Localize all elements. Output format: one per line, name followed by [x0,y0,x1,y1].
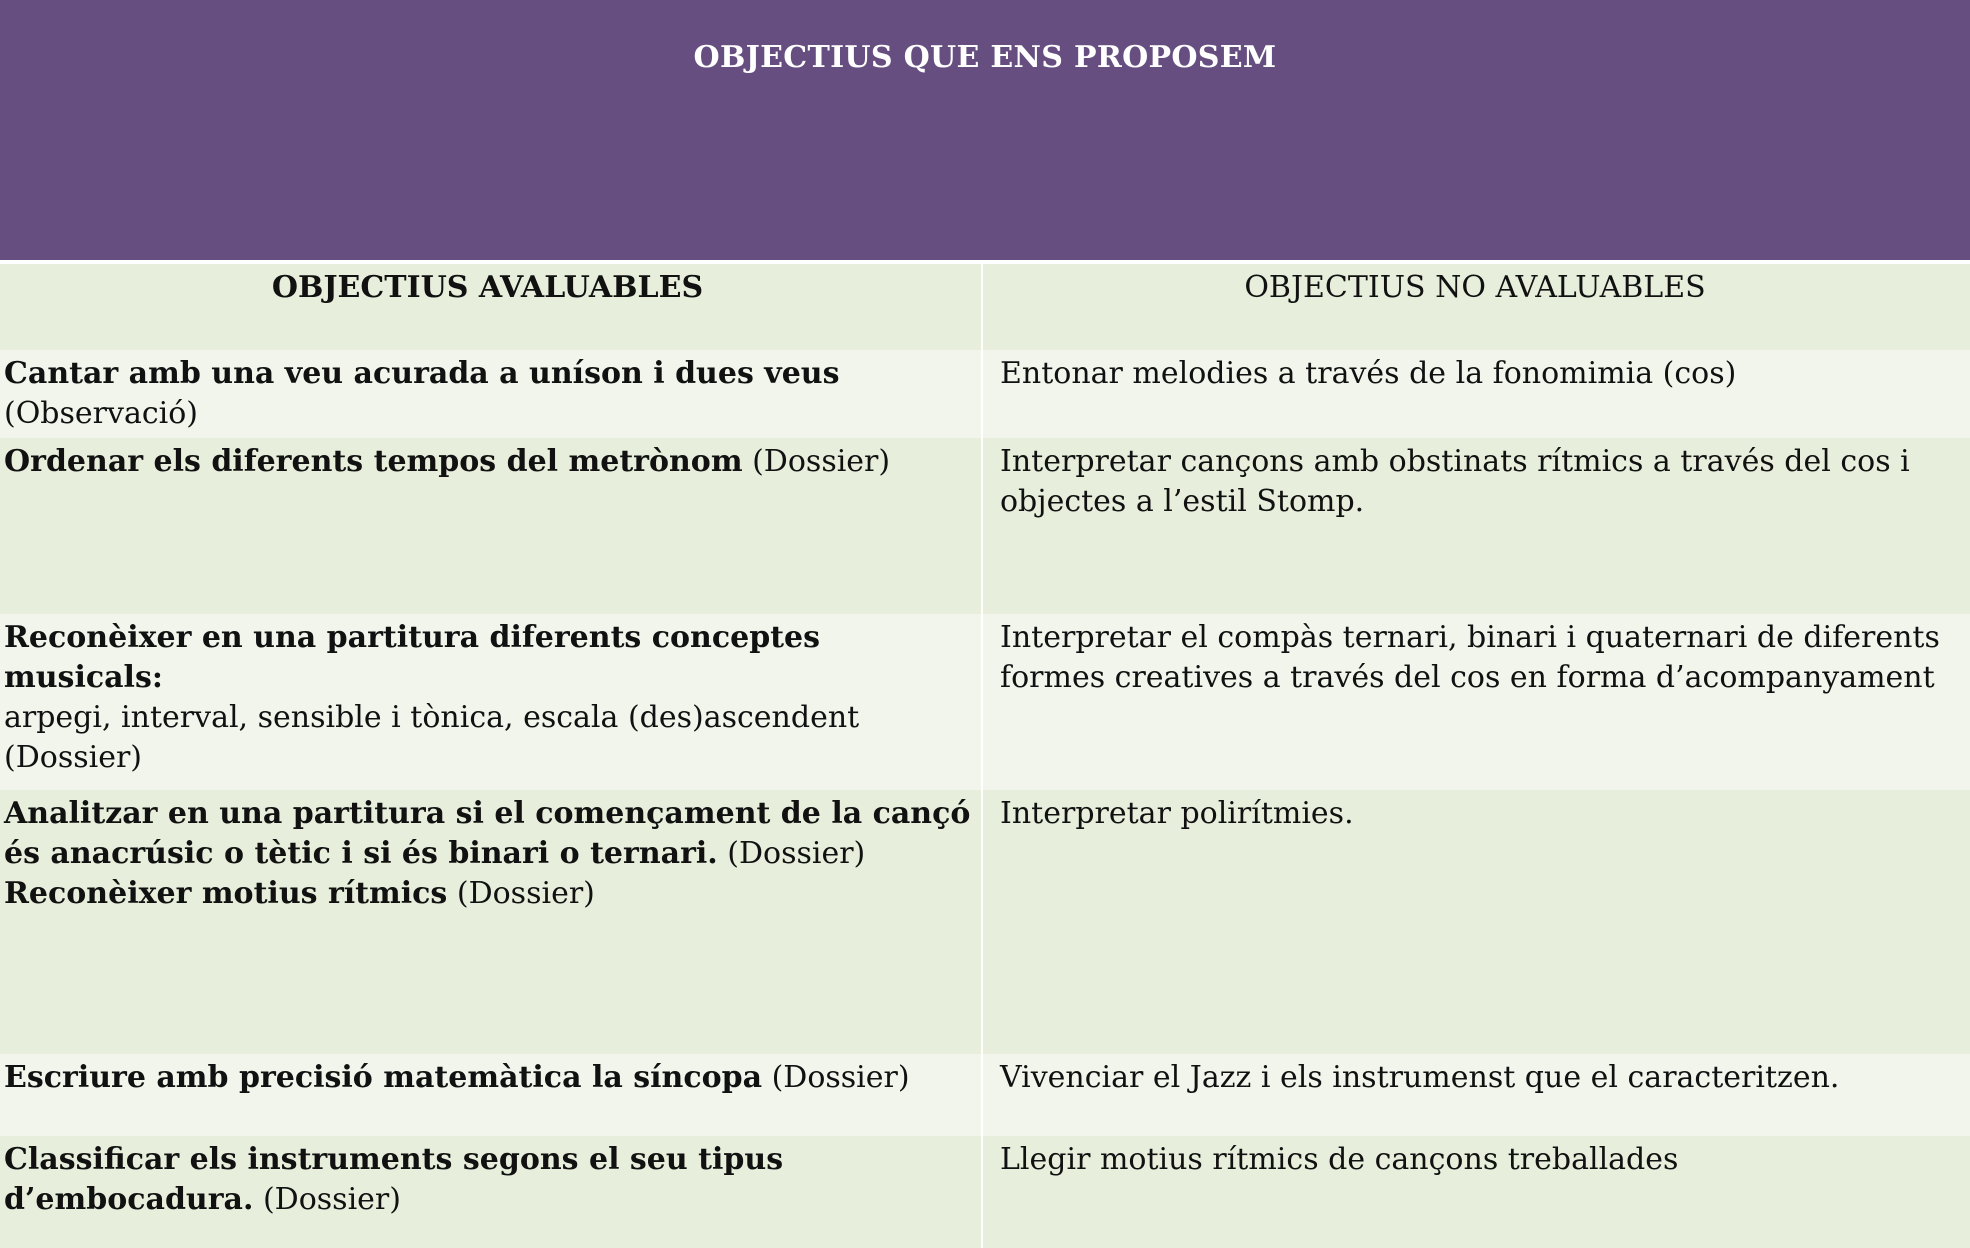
non-evaluable-objective-cell: Entonar melodies a través de la fonomimia (cos) [1000,356,1737,391]
objectives-table [0,262,1970,1248]
evaluable-objective-cell [0,350,983,438]
page-title: OBJECTIUS QUE ENS PROPOSEM [693,40,1277,75]
table-row [0,1136,1970,1248]
header-banner [0,0,1970,260]
non-evaluable-objective-cell: Vivenciar el Jazz i els instrumenst que el caracteritzen. [1000,1060,1840,1095]
non-evaluable-objective-cell: Interpretar cançons amb obstinats rítmics a través del cos i objectes a l’estil Stomp. [1000,444,1910,519]
assessment-method: (Dossier) [742,444,891,479]
evaluable-objective-cell [0,1136,983,1248]
objective-text: Reconèixer en una partitura diferents conceptes musicals: [4,620,821,695]
evaluable-objective-cell [0,614,983,790]
objective-text: Escriure amb precisió matemàtica la síncopa [4,1060,763,1095]
assessment-method: arpegi, interval, sensible i tònica, escala (des)ascendent (Dossier) [4,700,860,775]
objective-text: Ordenar els diferents tempos del metrònom [4,444,743,479]
column-header-evaluable: OBJECTIUS AVALUABLES [0,264,983,350]
table-row [0,350,1970,438]
assessment-method: (Dossier) [447,876,595,911]
assessment-method: (Dossier) [717,836,866,871]
assessment-method: (Dossier) [253,1182,401,1217]
table-row [0,614,1970,790]
non-evaluable-objective-cell: Llegir motius rítmics de cançons treballades [1000,1142,1679,1177]
assessment-method: (Dossier) [762,1060,910,1095]
objective-text: Reconèixer motius rítmics [4,876,448,911]
evaluable-objective-cell [0,790,983,1054]
column-header-non-evaluable: OBJECTIUS NO AVALUABLES [1244,270,1706,305]
evaluable-objective-cell [0,438,983,614]
table-row [0,438,1970,614]
table-row [0,790,1970,1054]
objective-text: Analitzar en una partitura si el començament de la cançó és anacrúsic o tètic i si és binari o ternari. [4,796,971,871]
evaluable-objective-cell [0,1054,983,1136]
non-evaluable-objective-cell: Interpretar el compàs ternari, binari i quaternari de diferents formes creatives a través del cos en forma d’acompanyament [1000,620,1940,695]
assessment-method: (Observació) [4,396,198,431]
non-evaluable-objective-cell: Interpretar polirítmies. [1000,796,1354,831]
objective-text: Cantar amb una veu acurada a uníson i dues veus [4,356,840,391]
table-row [0,1054,1970,1136]
table-header-row [0,264,1970,350]
objective-text: Classificar els instruments segons el seu tipus d’embocadura. [4,1142,784,1217]
